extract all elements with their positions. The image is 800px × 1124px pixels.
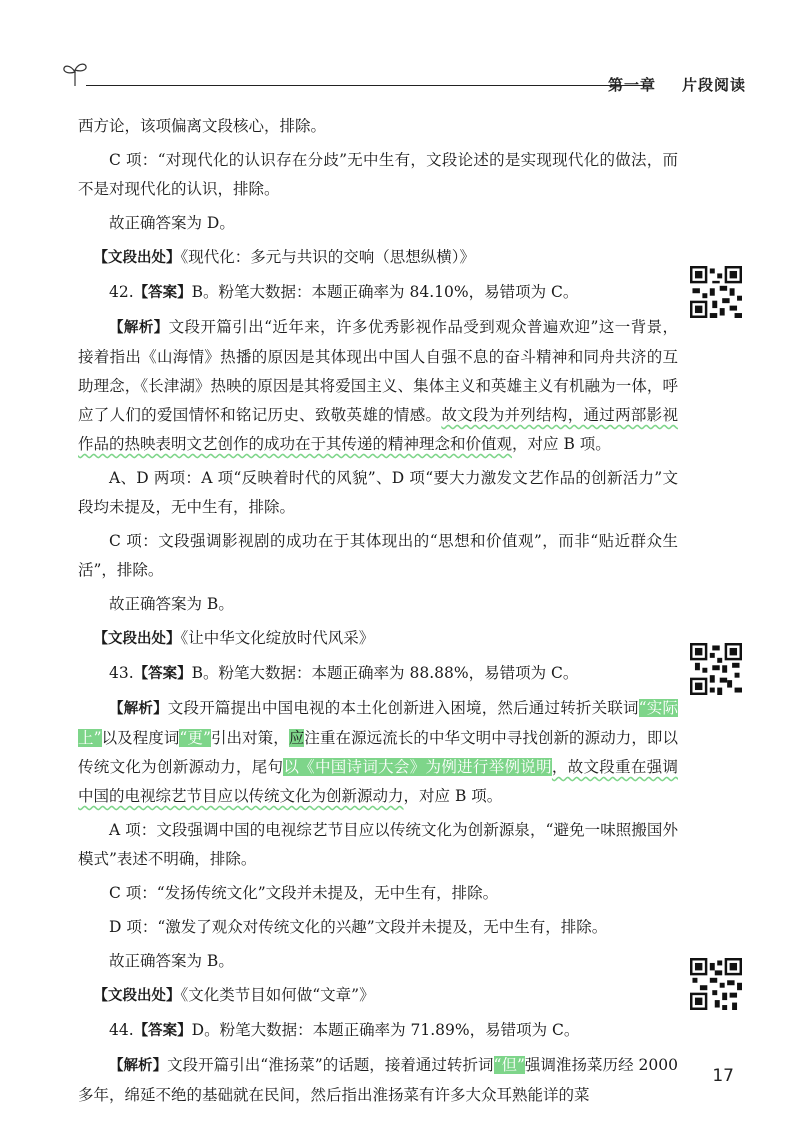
paragraph: C 项：“对现代化的认识存在分歧”无中生有，文段论述的是实现现代化的做法，而不是对现代化的认识，排除。 bbox=[78, 151, 678, 198]
analysis-text: 注重在源远流长的中华文明中寻找创新的源动力，即以传统文化为创新源动力，尾句 bbox=[78, 729, 678, 776]
qr-code-icon[interactable] bbox=[690, 266, 742, 318]
option-analysis: A、D 两项：A 项“反映着时代的风貌”、D 项“要大力激发文艺作品的创新活力”文段均未提及，无中生有，排除。 bbox=[78, 469, 678, 516]
answer-text: D。粉笔大数据：本题正确率为 71.89%，易错项为 C。 bbox=[191, 1021, 580, 1039]
answer-tag: 【答案】 bbox=[133, 285, 192, 301]
answer-text: B。粉笔大数据：本题正确率为 84.10%，易错项为 C。 bbox=[191, 283, 579, 301]
analysis-tag: 【解析】 bbox=[109, 701, 168, 717]
source-tag: 【文段出处】 bbox=[93, 631, 181, 647]
conclusion: 故正确答案为 B。 bbox=[109, 952, 234, 970]
analysis-text: 强调淮扬菜历经 2000 多年，绵延不绝的基础就在民间，然后指出淮扬菜有许多大众耳熟能详的菜 bbox=[78, 1056, 679, 1104]
answer-tag: 【答案】 bbox=[133, 1023, 192, 1039]
analysis-text: 文段开篇引出“淮扬菜”的话题，接着通过转折词 bbox=[167, 1056, 494, 1074]
source-text: 《让中华文化绽放时代风采》 bbox=[180, 629, 375, 647]
qr-code-icon[interactable] bbox=[690, 958, 742, 1010]
answer-tag: 【答案】 bbox=[133, 666, 192, 682]
source-line bbox=[78, 243, 678, 273]
analysis-text: 文段开篇提出中国电视的本土化创新进入困境，然后通过转折关联词 bbox=[167, 699, 639, 717]
source-text: 《现代化：多元与共识的交响（思想纵横）》 bbox=[180, 248, 476, 266]
source-tag: 【文段出处】 bbox=[93, 988, 181, 1004]
analysis-tag: 【解析】 bbox=[109, 1058, 168, 1074]
source-line bbox=[78, 981, 678, 1011]
analysis-text: 文段开篇引出“近年来，许多优秀影视作品受到观众普遍欢迎”这一背景，接着指出《山海情》热播的原因是其体现出中国人自强不息的奋斗精神和同舟共济的互助理念，《长津湖》热映的原因是其将爱国主义、集体主义和英雄主义有机融为一体，呼应了人们的爱国情怀和铭记历史、致敬英雄的情感。 bbox=[78, 318, 679, 424]
highlight-keyword: “实际上” bbox=[78, 699, 678, 747]
analysis-text: 以及程度词 bbox=[101, 729, 180, 747]
analysis-text: ，对应 B 项。 bbox=[512, 435, 611, 453]
header-rule bbox=[86, 85, 651, 86]
question-number: 42. bbox=[109, 283, 134, 301]
source-text: 《文化类节目如何做“文章”》 bbox=[180, 986, 375, 1004]
qr-code-icon[interactable] bbox=[690, 643, 742, 695]
highlight-keyword: “但” bbox=[493, 1056, 525, 1074]
highlight-keyword: “更” bbox=[179, 729, 211, 747]
analysis-44 bbox=[78, 1051, 678, 1110]
option-analysis: C 项：“发扬传统文化”文段并未提及，无中生有，排除。 bbox=[109, 884, 499, 902]
conclusion: 故正确答案为 B。 bbox=[109, 595, 234, 613]
paragraph: 故正确答案为 D。 bbox=[109, 214, 235, 232]
option-analysis: C 项：文段强调影视剧的成功在于其体现出的“思想和价值观”，而非“贴近群众生活”，排除。 bbox=[78, 532, 678, 579]
chapter-title: 第一章 bbox=[607, 76, 656, 94]
question-number: 44. bbox=[109, 1021, 134, 1039]
page-header bbox=[60, 58, 746, 98]
key-sentence: ，故文段重在强调中国的电视综艺节目应以传统文化为创新源动力 bbox=[78, 758, 678, 805]
source-tag: 【文段出处】 bbox=[93, 250, 181, 266]
analysis-text: 引出对策， bbox=[210, 729, 289, 747]
key-sentence: 故文段为并列结构，通过两部影视作品的热映表明文艺创作的成功在于其传递的精神理念和价值观 bbox=[78, 406, 678, 453]
highlight-keyword: 以《中国诗词大会》为例进行举例说明 bbox=[283, 758, 552, 776]
analysis-tag: 【解析】 bbox=[109, 320, 169, 336]
analysis-text: ，对应 B 项。 bbox=[403, 787, 503, 805]
section-title: 片段阅读 bbox=[681, 76, 746, 94]
source-line bbox=[78, 624, 678, 654]
page-body bbox=[78, 112, 678, 1115]
answer-text: B。粉笔大数据：本题正确率为 88.88%，易错项为 C。 bbox=[191, 664, 579, 682]
answer-line-42 bbox=[78, 278, 678, 308]
page-number: 17 bbox=[712, 1066, 734, 1086]
highlight-keyword: 应 bbox=[288, 729, 305, 747]
sprout-icon bbox=[60, 58, 90, 88]
paragraph: 西方论，该项偏离文段核心，排除。 bbox=[78, 117, 327, 135]
option-analysis: A 项：文段强调中国的电视综艺节目应以传统文化为创新源泉，“避免一味照搬国外模式”表述不明确，排除。 bbox=[78, 821, 678, 868]
analysis-43 bbox=[78, 694, 678, 811]
answer-line-44 bbox=[78, 1016, 678, 1046]
analysis-42 bbox=[78, 313, 678, 459]
question-number: 43. bbox=[109, 664, 134, 682]
option-analysis: D 项：“激发了观众对传统文化的兴趣”文段并未提及，无中生有，排除。 bbox=[109, 918, 608, 936]
answer-line-43 bbox=[78, 659, 678, 689]
